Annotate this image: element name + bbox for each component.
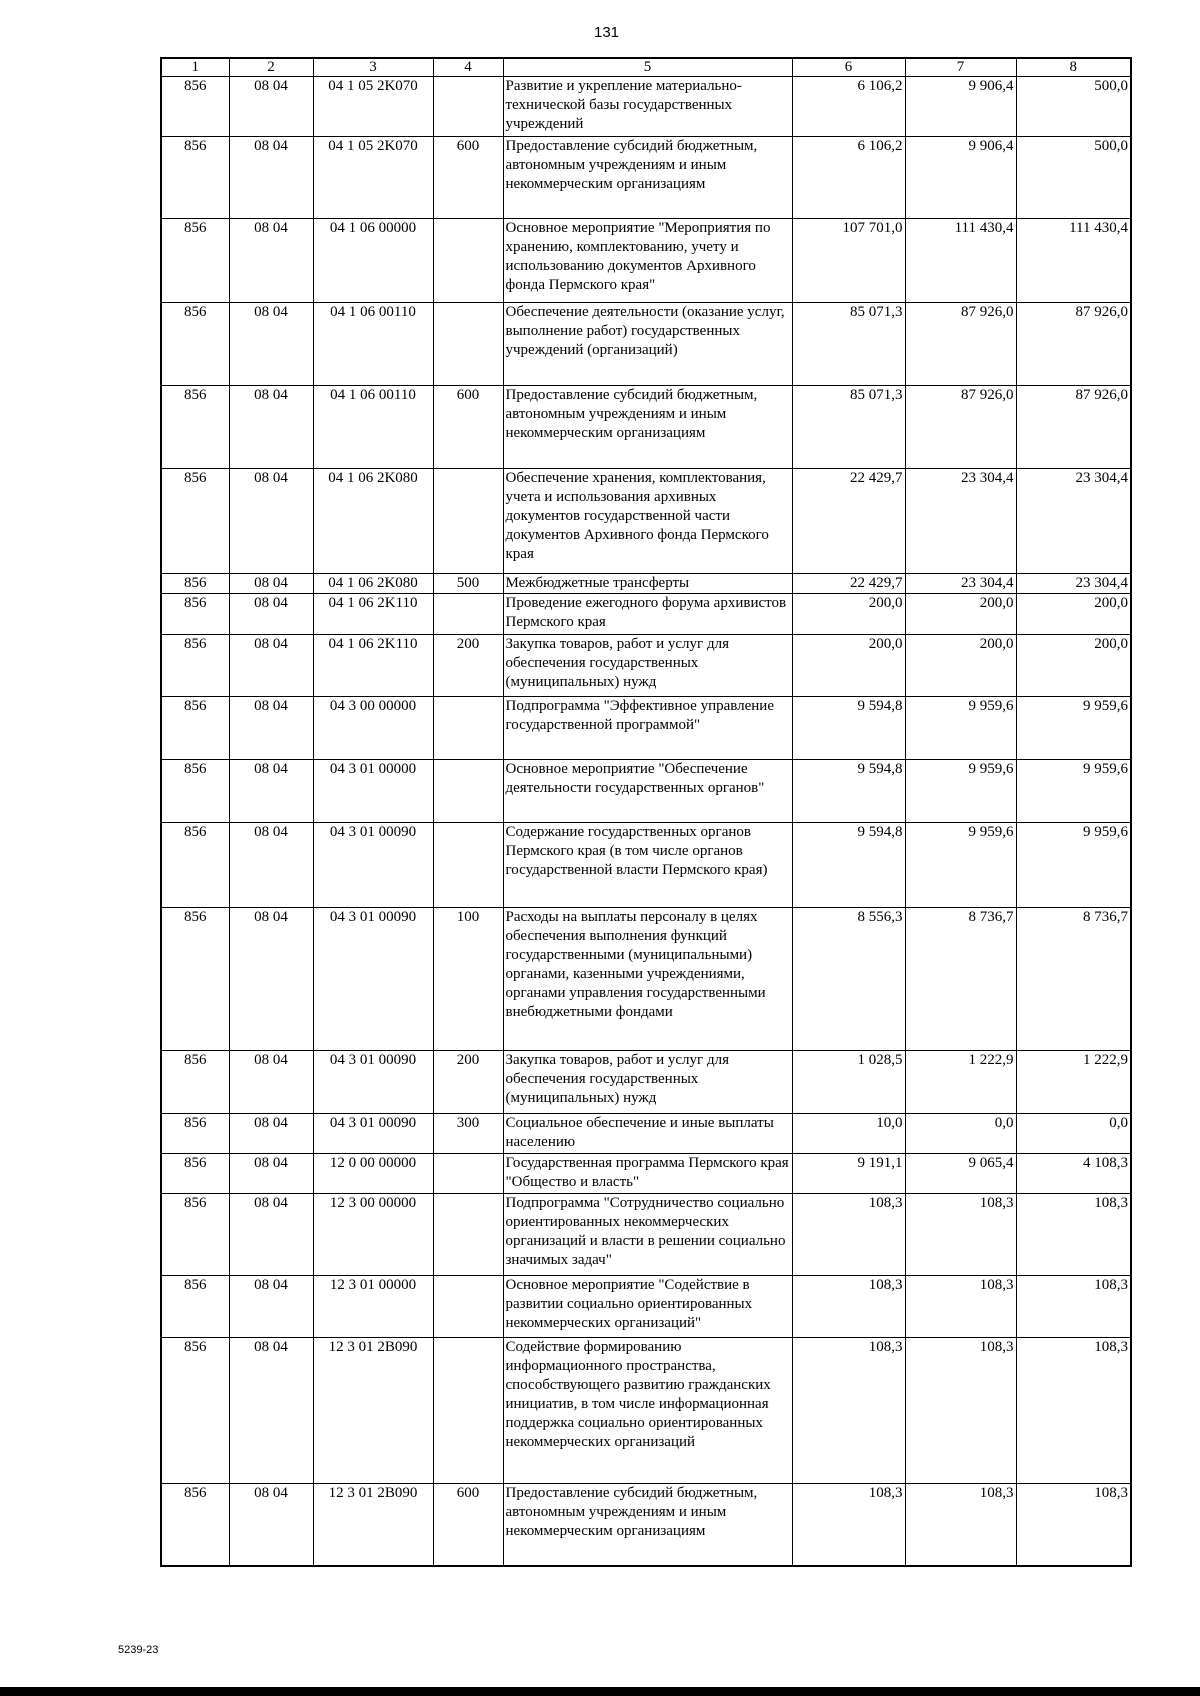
cell-section-code: 08 04 bbox=[229, 760, 313, 823]
cell-admin-code: 856 bbox=[161, 1484, 229, 1566]
cell-amount-col6: 22 429,7 bbox=[792, 469, 905, 574]
cell-amount-col8: 1 222,9 bbox=[1016, 1051, 1131, 1114]
cell-amount-col7: 108,3 bbox=[905, 1338, 1016, 1484]
cell-amount-col8: 111 430,4 bbox=[1016, 219, 1131, 303]
cell-amount-col7: 0,0 bbox=[905, 1114, 1016, 1154]
document-code: 5239-23 bbox=[118, 1644, 159, 1656]
cell-amount-col6: 200,0 bbox=[792, 635, 905, 697]
cell-amount-col8: 87 926,0 bbox=[1016, 303, 1131, 386]
cell-admin-code: 856 bbox=[161, 823, 229, 908]
cell-expense-type bbox=[433, 1194, 503, 1276]
table-row bbox=[161, 697, 1131, 760]
cell-expense-type bbox=[433, 1338, 503, 1484]
table-row bbox=[161, 1484, 1131, 1566]
cell-amount-col8: 500,0 bbox=[1016, 137, 1131, 219]
cell-amount-col6: 9 191,1 bbox=[792, 1154, 905, 1194]
cell-expense-type bbox=[433, 823, 503, 908]
cell-amount-col6: 85 071,3 bbox=[792, 303, 905, 386]
table-row bbox=[161, 137, 1131, 219]
cell-section-code: 08 04 bbox=[229, 1194, 313, 1276]
cell-expense-type: 200 bbox=[433, 1051, 503, 1114]
table-row bbox=[161, 823, 1131, 908]
cell-description: Социальное обеспечение и иные выплаты населению bbox=[503, 1114, 792, 1154]
cell-amount-col7: 8 736,7 bbox=[905, 908, 1016, 1051]
cell-expense-type bbox=[433, 1276, 503, 1338]
table-row bbox=[161, 469, 1131, 574]
cell-amount-col6: 107 701,0 bbox=[792, 219, 905, 303]
cell-amount-col6: 9 594,8 bbox=[792, 697, 905, 760]
cell-section-code: 08 04 bbox=[229, 594, 313, 635]
cell-amount-col7: 200,0 bbox=[905, 635, 1016, 697]
column-header: 6 bbox=[792, 58, 905, 77]
table-row bbox=[161, 386, 1131, 469]
cell-amount-col8: 200,0 bbox=[1016, 635, 1131, 697]
cell-amount-col7: 200,0 bbox=[905, 594, 1016, 635]
cell-amount-col8: 500,0 bbox=[1016, 77, 1131, 137]
cell-description: Межбюджетные трансферты bbox=[503, 574, 792, 594]
cell-section-code: 08 04 bbox=[229, 1114, 313, 1154]
cell-expense-type bbox=[433, 303, 503, 386]
cell-admin-code: 856 bbox=[161, 1051, 229, 1114]
cell-target-item: 12 0 00 00000 bbox=[313, 1154, 433, 1194]
cell-amount-col6: 8 556,3 bbox=[792, 908, 905, 1051]
cell-section-code: 08 04 bbox=[229, 823, 313, 908]
cell-admin-code: 856 bbox=[161, 574, 229, 594]
cell-amount-col8: 23 304,4 bbox=[1016, 574, 1131, 594]
cell-amount-col8: 9 959,6 bbox=[1016, 823, 1131, 908]
cell-amount-col8: 108,3 bbox=[1016, 1276, 1131, 1338]
cell-section-code: 08 04 bbox=[229, 469, 313, 574]
cell-amount-col6: 108,3 bbox=[792, 1194, 905, 1276]
cell-admin-code: 856 bbox=[161, 1276, 229, 1338]
page-number: 131 bbox=[593, 24, 620, 41]
cell-target-item: 04 1 06 00000 bbox=[313, 219, 433, 303]
cell-target-item: 04 1 06 2K080 bbox=[313, 574, 433, 594]
cell-target-item: 04 3 01 00090 bbox=[313, 1114, 433, 1154]
cell-description: Предоставление субсидий бюджетным, автономным учреждениям и иным некоммерческим организациям bbox=[503, 386, 792, 469]
cell-expense-type bbox=[433, 697, 503, 760]
table-row bbox=[161, 219, 1131, 303]
cell-target-item: 04 1 06 00110 bbox=[313, 303, 433, 386]
cell-description: Расходы на выплаты персоналу в целях обеспечения выполнения функций государственными (муниципальными) органами, казенными учреждениями, органами управления государственными внебюджетными фондами bbox=[503, 908, 792, 1051]
cell-section-code: 08 04 bbox=[229, 1484, 313, 1566]
column-header: 4 bbox=[433, 58, 503, 77]
cell-expense-type bbox=[433, 1154, 503, 1194]
cell-section-code: 08 04 bbox=[229, 908, 313, 1051]
cell-admin-code: 856 bbox=[161, 469, 229, 574]
cell-target-item: 04 1 05 2K070 bbox=[313, 137, 433, 219]
cell-target-item: 04 3 01 00090 bbox=[313, 823, 433, 908]
cell-expense-type: 500 bbox=[433, 574, 503, 594]
cell-amount-col7: 111 430,4 bbox=[905, 219, 1016, 303]
cell-amount-col8: 9 959,6 bbox=[1016, 697, 1131, 760]
cell-amount-col6: 108,3 bbox=[792, 1484, 905, 1566]
cell-expense-type bbox=[433, 219, 503, 303]
cell-expense-type: 600 bbox=[433, 386, 503, 469]
cell-amount-col8: 0,0 bbox=[1016, 1114, 1131, 1154]
cell-amount-col8: 4 108,3 bbox=[1016, 1154, 1131, 1194]
cell-amount-col8: 108,3 bbox=[1016, 1338, 1131, 1484]
column-header: 3 bbox=[313, 58, 433, 77]
cell-target-item: 04 3 01 00090 bbox=[313, 908, 433, 1051]
header-row bbox=[161, 58, 1131, 77]
cell-amount-col6: 85 071,3 bbox=[792, 386, 905, 469]
cell-section-code: 08 04 bbox=[229, 1154, 313, 1194]
cell-admin-code: 856 bbox=[161, 697, 229, 760]
table-row bbox=[161, 303, 1131, 386]
cell-description: Обеспечение деятельности (оказание услуг, выполнение работ) государственных учреждений (организаций) bbox=[503, 303, 792, 386]
cell-section-code: 08 04 bbox=[229, 574, 313, 594]
cell-amount-col8: 8 736,7 bbox=[1016, 908, 1131, 1051]
cell-expense-type bbox=[433, 77, 503, 137]
cell-amount-col7: 23 304,4 bbox=[905, 574, 1016, 594]
cell-admin-code: 856 bbox=[161, 635, 229, 697]
cell-amount-col6: 6 106,2 bbox=[792, 77, 905, 137]
cell-amount-col6: 22 429,7 bbox=[792, 574, 905, 594]
table-row bbox=[161, 1051, 1131, 1114]
cell-target-item: 04 1 06 2K110 bbox=[313, 635, 433, 697]
cell-target-item: 04 1 06 2K110 bbox=[313, 594, 433, 635]
cell-amount-col7: 9 959,6 bbox=[905, 823, 1016, 908]
cell-amount-col7: 108,3 bbox=[905, 1276, 1016, 1338]
cell-description: Содержание государственных органов Пермского края (в том числе органов государственной власти Пермского края) bbox=[503, 823, 792, 908]
cell-amount-col8: 9 959,6 bbox=[1016, 760, 1131, 823]
cell-admin-code: 856 bbox=[161, 77, 229, 137]
cell-amount-col7: 1 222,9 bbox=[905, 1051, 1016, 1114]
cell-target-item: 12 3 01 2B090 bbox=[313, 1484, 433, 1566]
cell-target-item: 12 3 01 00000 bbox=[313, 1276, 433, 1338]
cell-amount-col8: 108,3 bbox=[1016, 1194, 1131, 1276]
table-row bbox=[161, 760, 1131, 823]
cell-description: Государственная программа Пермского края "Общество и власть" bbox=[503, 1154, 792, 1194]
cell-target-item: 04 3 01 00090 bbox=[313, 1051, 433, 1114]
cell-description: Подпрограмма "Сотрудничество социально ориентированных некоммерческих организаций и власти в решении социально значимых задач" bbox=[503, 1194, 792, 1276]
cell-admin-code: 856 bbox=[161, 303, 229, 386]
cell-target-item: 04 1 06 2K080 bbox=[313, 469, 433, 574]
cell-admin-code: 856 bbox=[161, 1154, 229, 1194]
cell-section-code: 08 04 bbox=[229, 1276, 313, 1338]
cell-section-code: 08 04 bbox=[229, 137, 313, 219]
cell-section-code: 08 04 bbox=[229, 635, 313, 697]
cell-section-code: 08 04 bbox=[229, 1338, 313, 1484]
cell-expense-type: 200 bbox=[433, 635, 503, 697]
cell-target-item: 04 1 05 2K070 bbox=[313, 77, 433, 137]
cell-amount-col7: 9 959,6 bbox=[905, 760, 1016, 823]
cell-amount-col7: 9 906,4 bbox=[905, 137, 1016, 219]
cell-amount-col8: 23 304,4 bbox=[1016, 469, 1131, 574]
column-header: 5 bbox=[503, 58, 792, 77]
cell-description: Закупка товаров, работ и услуг для обеспечения государственных (муниципальных) нужд bbox=[503, 1051, 792, 1114]
table-row bbox=[161, 1338, 1131, 1484]
cell-expense-type: 600 bbox=[433, 1484, 503, 1566]
scan-edge bbox=[0, 1687, 1200, 1696]
cell-expense-type bbox=[433, 760, 503, 823]
cell-amount-col8: 108,3 bbox=[1016, 1484, 1131, 1566]
cell-amount-col7: 9 906,4 bbox=[905, 77, 1016, 137]
cell-amount-col7: 23 304,4 bbox=[905, 469, 1016, 574]
cell-section-code: 08 04 bbox=[229, 697, 313, 760]
cell-description: Подпрограмма "Эффективное управление государственной программой" bbox=[503, 697, 792, 760]
cell-section-code: 08 04 bbox=[229, 1051, 313, 1114]
cell-amount-col8: 200,0 bbox=[1016, 594, 1131, 635]
table-row bbox=[161, 1114, 1131, 1154]
column-header: 1 bbox=[161, 58, 229, 77]
cell-amount-col8: 87 926,0 bbox=[1016, 386, 1131, 469]
cell-admin-code: 856 bbox=[161, 760, 229, 823]
table-row bbox=[161, 594, 1131, 635]
cell-description: Основное мероприятие "Обеспечение деятельности государственных органов" bbox=[503, 760, 792, 823]
cell-description: Развитие и укрепление материально-технической базы государственных учреждений bbox=[503, 77, 792, 137]
cell-amount-col6: 200,0 bbox=[792, 594, 905, 635]
cell-description: Основное мероприятие "Мероприятия по хранению, комплектованию, учету и использованию документов Архивного фонда Пермского края" bbox=[503, 219, 792, 303]
cell-section-code: 08 04 bbox=[229, 219, 313, 303]
table-row bbox=[161, 1154, 1131, 1194]
cell-target-item: 12 3 01 2B090 bbox=[313, 1338, 433, 1484]
column-header: 2 bbox=[229, 58, 313, 77]
cell-description: Предоставление субсидий бюджетным, автономным учреждениям и иным некоммерческим организациям bbox=[503, 137, 792, 219]
cell-admin-code: 856 bbox=[161, 137, 229, 219]
cell-admin-code: 856 bbox=[161, 386, 229, 469]
table-row bbox=[161, 635, 1131, 697]
cell-section-code: 08 04 bbox=[229, 303, 313, 386]
cell-admin-code: 856 bbox=[161, 594, 229, 635]
table-row bbox=[161, 1276, 1131, 1338]
cell-admin-code: 856 bbox=[161, 1114, 229, 1154]
cell-description: Предоставление субсидий бюджетным, автономным учреждениям и иным некоммерческим организациям bbox=[503, 1484, 792, 1566]
cell-expense-type: 300 bbox=[433, 1114, 503, 1154]
cell-amount-col6: 108,3 bbox=[792, 1276, 905, 1338]
table-body bbox=[161, 77, 1131, 1566]
cell-amount-col7: 87 926,0 bbox=[905, 303, 1016, 386]
cell-amount-col7: 9 959,6 bbox=[905, 697, 1016, 760]
cell-amount-col6: 9 594,8 bbox=[792, 823, 905, 908]
cell-section-code: 08 04 bbox=[229, 77, 313, 137]
cell-target-item: 12 3 00 00000 bbox=[313, 1194, 433, 1276]
cell-expense-type bbox=[433, 469, 503, 574]
cell-description: Обеспечение хранения, комплектования, учета и использования архивных документов государственной части документов Архивного фонда Пермского края bbox=[503, 469, 792, 574]
cell-amount-col6: 108,3 bbox=[792, 1338, 905, 1484]
cell-target-item: 04 3 00 00000 bbox=[313, 697, 433, 760]
table-row bbox=[161, 574, 1131, 594]
cell-amount-col6: 10,0 bbox=[792, 1114, 905, 1154]
table-row bbox=[161, 77, 1131, 137]
cell-target-item: 04 1 06 00110 bbox=[313, 386, 433, 469]
cell-target-item: 04 3 01 00000 bbox=[313, 760, 433, 823]
cell-amount-col6: 1 028,5 bbox=[792, 1051, 905, 1114]
cell-expense-type: 100 bbox=[433, 908, 503, 1051]
cell-amount-col6: 9 594,8 bbox=[792, 760, 905, 823]
cell-admin-code: 856 bbox=[161, 219, 229, 303]
cell-expense-type bbox=[433, 594, 503, 635]
column-header: 7 bbox=[905, 58, 1016, 77]
column-header: 8 bbox=[1016, 58, 1131, 77]
cell-admin-code: 856 bbox=[161, 1338, 229, 1484]
cell-amount-col7: 108,3 bbox=[905, 1484, 1016, 1566]
cell-description: Содействие формированию информационного пространства, способствующего развитию гражданских инициатив, в том числе информационная поддержка социально ориентированных некоммерческих организаций bbox=[503, 1338, 792, 1484]
cell-amount-col7: 108,3 bbox=[905, 1194, 1016, 1276]
cell-section-code: 08 04 bbox=[229, 386, 313, 469]
cell-description: Проведение ежегодного форума архивистов Пермского края bbox=[503, 594, 792, 635]
cell-amount-col6: 6 106,2 bbox=[792, 137, 905, 219]
cell-amount-col7: 87 926,0 bbox=[905, 386, 1016, 469]
cell-description: Закупка товаров, работ и услуг для обеспечения государственных (муниципальных) нужд bbox=[503, 635, 792, 697]
cell-expense-type: 600 bbox=[433, 137, 503, 219]
cell-admin-code: 856 bbox=[161, 908, 229, 1051]
cell-description: Основное мероприятие "Содействие в развитии социально ориентированных некоммерческих организаций" bbox=[503, 1276, 792, 1338]
cell-admin-code: 856 bbox=[161, 1194, 229, 1276]
table-row bbox=[161, 1194, 1131, 1276]
budget-table bbox=[160, 57, 1132, 1567]
cell-amount-col7: 9 065,4 bbox=[905, 1154, 1016, 1194]
table-row bbox=[161, 908, 1131, 1051]
